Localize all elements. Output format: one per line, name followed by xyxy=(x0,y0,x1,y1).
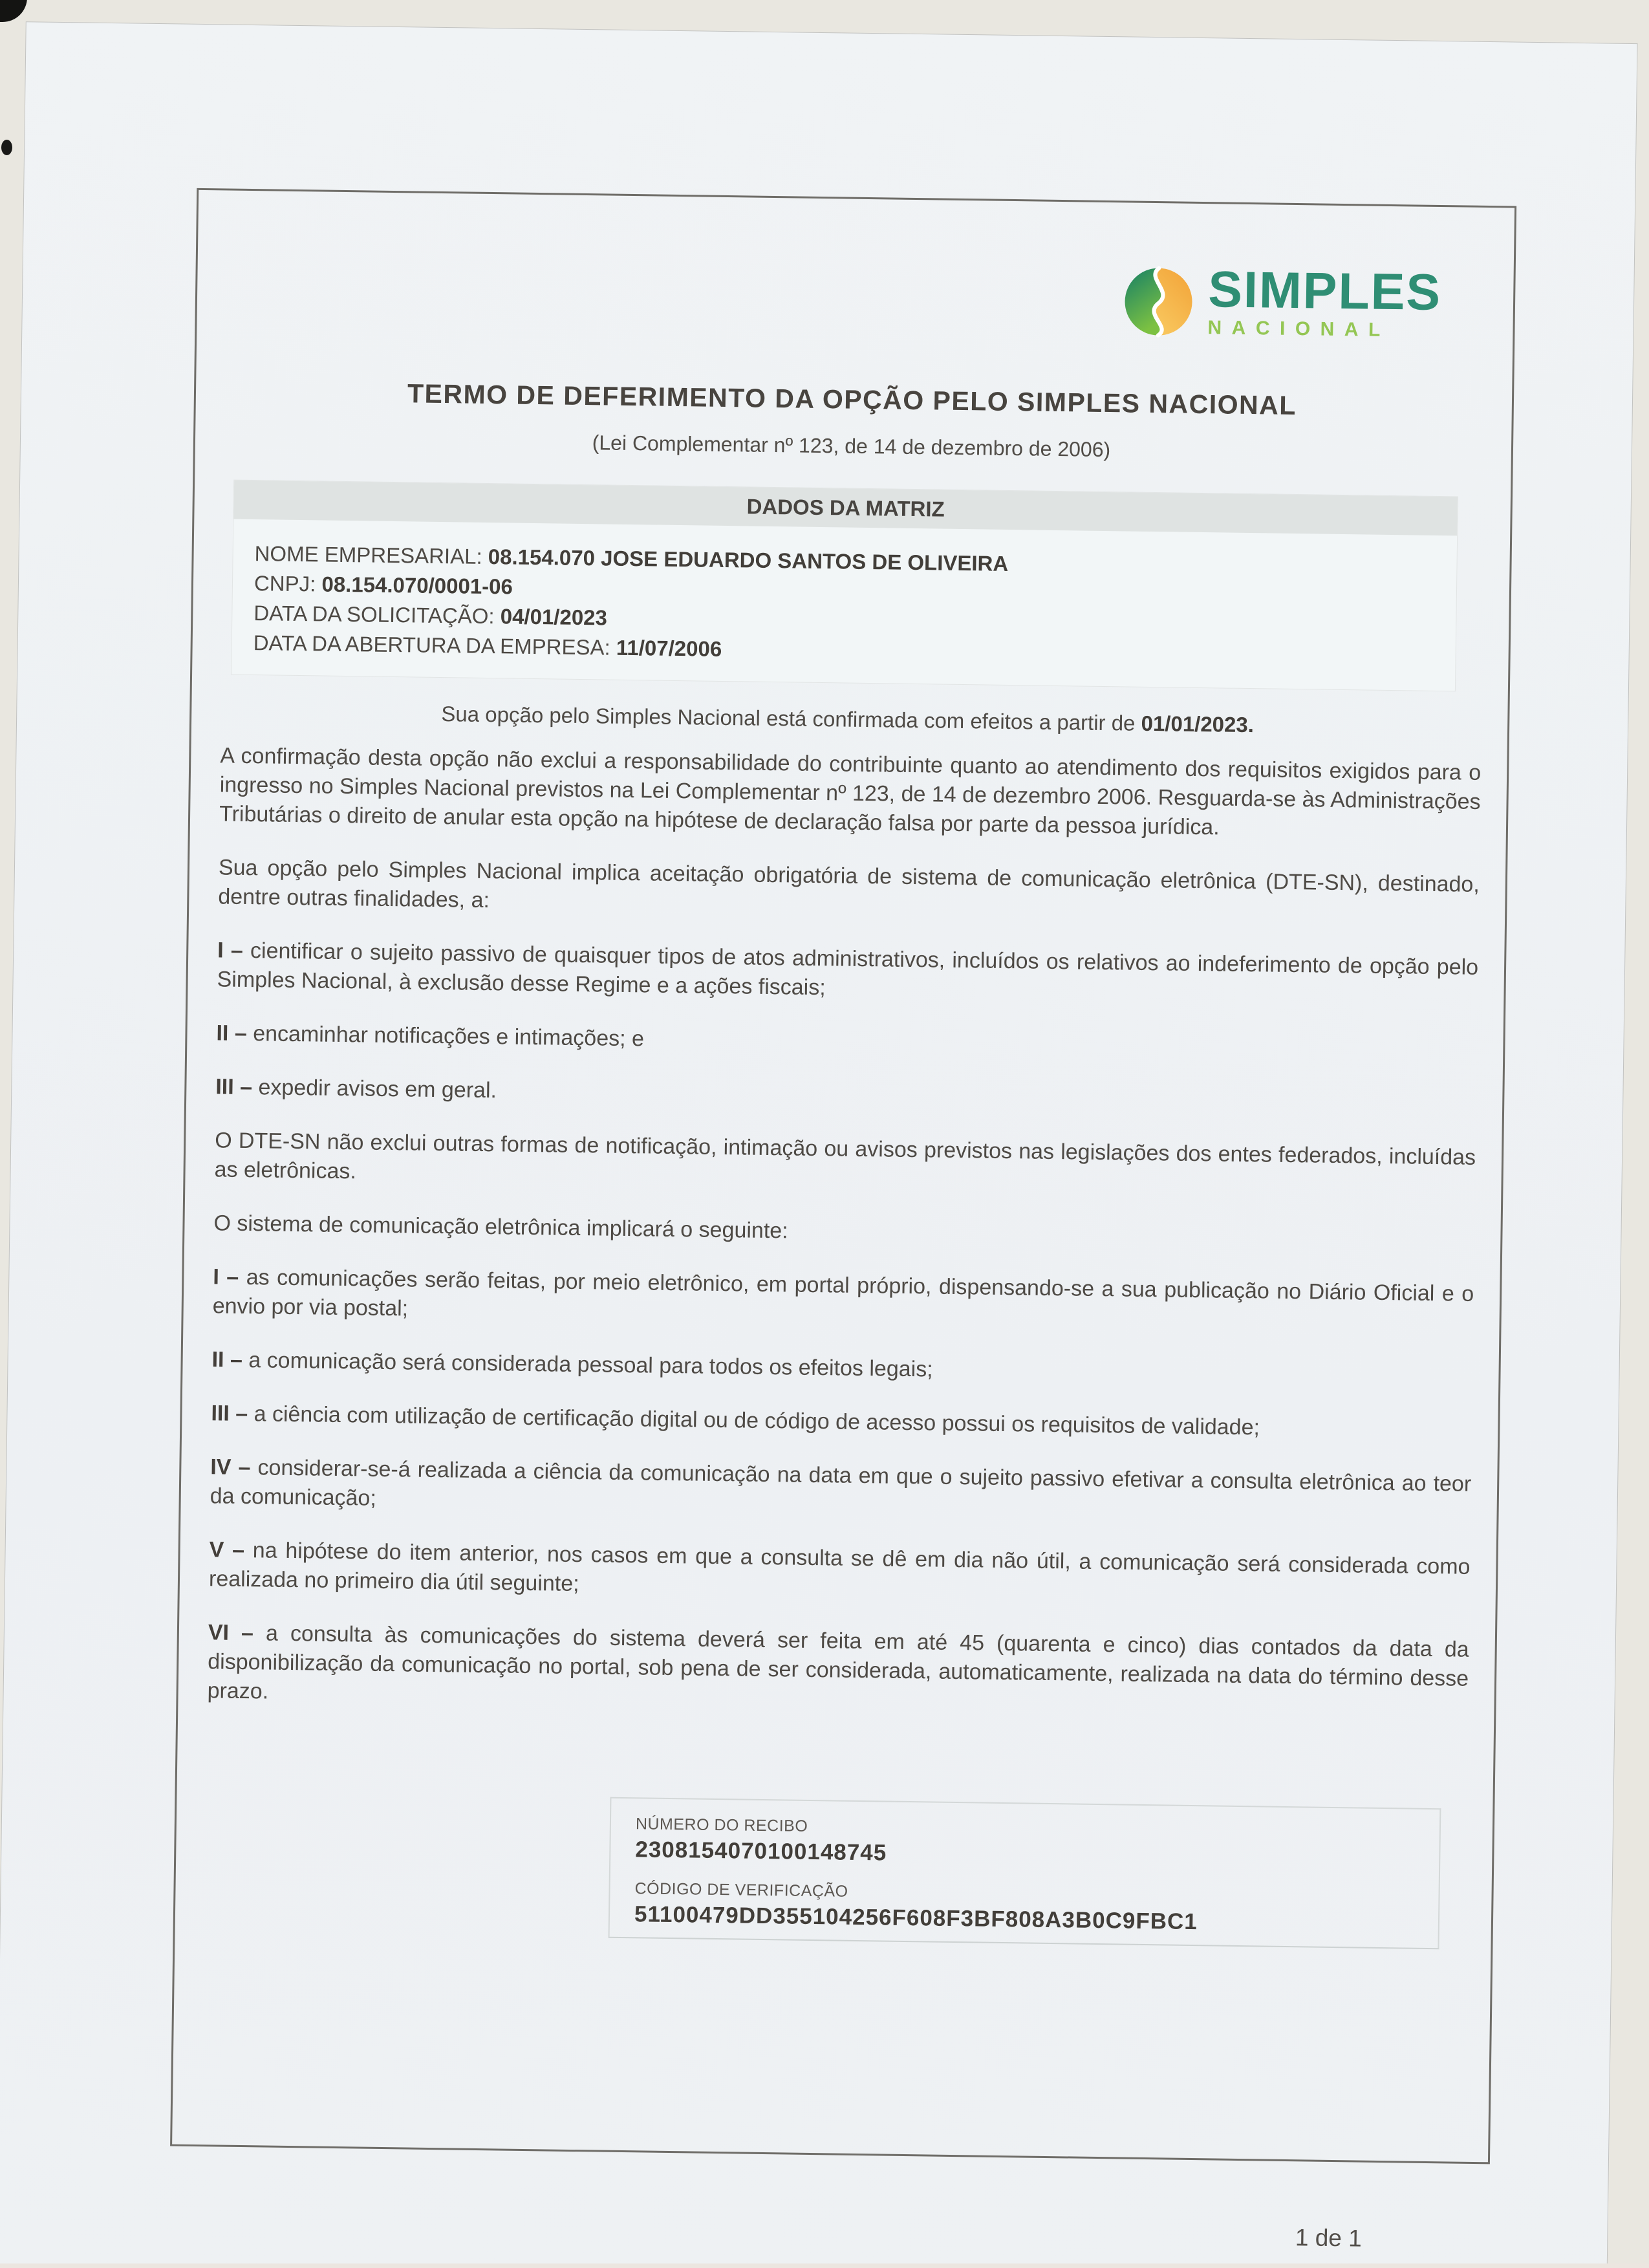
paragraph-text: cientificar o sujeito passivo de quaisquer tipos de atos administrativos, incluídos os relativos ao indeferimento de opção pelo Simples Nacional, à exclusão desse Regime e a ações fiscais; xyxy=(217,938,1479,1000)
field-value: 11/07/2006 xyxy=(616,635,722,661)
item-numeral: III – xyxy=(211,1401,254,1427)
body-paragraph xyxy=(219,741,1482,846)
body-paragraph-item-3 xyxy=(211,1399,1472,1445)
verification-code-label: CÓDIGO DE VERIFICAÇÃO xyxy=(634,1879,848,1901)
body-paragraph-item-3 xyxy=(215,1072,1476,1119)
paragraph-text: considerar-se-á realizada a ciência da comunicação na data em que o sujeito passivo efetivar a consulta eletrônica ao teor da comunicação; xyxy=(210,1455,1472,1511)
item-numeral: II – xyxy=(216,1021,253,1046)
paragraph-text: a comunicação será considerada pessoal para todos os efeitos legais; xyxy=(248,1348,933,1382)
field-value: 04/01/2023 xyxy=(500,604,608,630)
body-paragraph-item-1 xyxy=(217,936,1478,1011)
scan-artifact-bottom-strip xyxy=(0,2263,1649,2268)
body-paragraph xyxy=(214,1126,1476,1202)
brand-name: SIMPLES xyxy=(1207,260,1442,321)
body-paragraph-item-1 xyxy=(212,1262,1474,1338)
item-numeral: V – xyxy=(209,1537,253,1563)
receipt-number-value: 2308154070100148745 xyxy=(635,1836,887,1866)
field-label: DATA DA SOLICITAÇÃO: xyxy=(253,601,495,629)
scan-artifact-dot xyxy=(1,140,12,155)
matriz-section xyxy=(231,480,1458,692)
confirmation-date: 01/01/2023. xyxy=(1141,711,1255,737)
paragraph-text: O DTE-SN não exclui outras formas de notificação, intimação ou avisos previstos nas legislações dos entes federados, incluídas as eletrônicas. xyxy=(214,1128,1476,1184)
brand-subname: NACIONAL xyxy=(1207,317,1391,341)
simples-nacional-logo xyxy=(1121,262,1446,389)
body-paragraph-item-2 xyxy=(211,1345,1472,1392)
body-paragraph-item-4 xyxy=(210,1453,1471,1528)
matriz-section-title: DADOS DA MATRIZ xyxy=(233,481,1458,536)
confirmation-text: Sua opção pelo Simples Nacional está confirmada com efeitos a partir de xyxy=(441,702,1136,735)
body-paragraph xyxy=(218,853,1480,929)
sheet-content xyxy=(0,22,1637,2268)
paragraph-text: a consulta às comunicações do sistema deverá ser feita em até 45 (quarenta e cinco) dias contados da data da disponibilização da comunicação no portal, sob pena de ser considerada, automaticamente, realizada na data do término desse prazo. xyxy=(207,1621,1469,1704)
item-numeral: I – xyxy=(217,938,251,964)
verification-code-value: 51100479DD355104256F608F3BF808A3B0C9FBC1 xyxy=(634,1901,1198,1934)
paragraph-text: Sua opção pelo Simples Nacional implica aceitação obrigatória de sistema de comunicação eletrônica (DTE-SN), destinado, dentre outras finalidades, a: xyxy=(218,855,1480,913)
paragraph-text: a ciência com utilização de certificação digital ou de código de acesso possui os requisitos de validade; xyxy=(253,1401,1260,1440)
paragraph-text: encaminhar notificações e intimações; e xyxy=(252,1021,645,1052)
document-title: TERMO DE DEFERIMENTO DA OPÇÃO PELO SIMPLES NACIONAL xyxy=(407,378,1297,420)
page-number: 1 de 1 xyxy=(1295,2224,1363,2252)
item-numeral: I – xyxy=(213,1264,247,1290)
document-subtitle: (Lei Complementar nº 123, de 14 de dezembro de 2006) xyxy=(592,431,1111,462)
item-numeral: II – xyxy=(211,1347,249,1373)
receipt-section xyxy=(609,1797,1441,1949)
item-numeral: IV – xyxy=(210,1454,258,1480)
item-numeral: III – xyxy=(215,1074,259,1100)
field-label: DATA DA ABERTURA DA EMPRESA: xyxy=(253,631,610,660)
paragraph-text: A confirmação desta opção não exclui a responsabilidade do contribuinte quanto ao atendimento dos requisitos exigidos para o ingresso no Simples Nacional previstos na Lei Complementar nº 123, de 14 de dezembro 2006. Resguarda-se às Administrações Tributárias o direito de anular esta opção na hipótese de declaração falsa por parte da pessoa jurídica. xyxy=(219,743,1482,840)
field-label: CNPJ: xyxy=(253,571,316,596)
field-value: 08.154.070 JOSE EDUARDO SANTOS DE OLIVEIRA xyxy=(488,545,1009,576)
matriz-fields xyxy=(232,519,1457,675)
body-paragraph-item-2 xyxy=(216,1019,1477,1065)
paragraph-text: O sistema de comunicação eletrônica implicará o seguinte: xyxy=(213,1211,788,1244)
paragraph-text: na hipótese do item anterior, nos casos em que a consulta se dê em dia não útil, a comunicação será considerada como realizada no primeiro dia útil seguinte; xyxy=(208,1538,1471,1597)
receipt-number-label: NÚMERO DO RECIBO xyxy=(635,1815,808,1835)
paper-sheet xyxy=(0,21,1638,2268)
paragraph-text: as comunicações serão feitas, por meio eletrônico, em portal próprio, dispensando-se a sua publicação no Diário Oficial e o envio por via postal; xyxy=(212,1265,1474,1321)
body-paragraph-item-6 xyxy=(207,1618,1469,1723)
body-paragraph-item-5 xyxy=(209,1535,1471,1611)
document-body xyxy=(207,741,1482,1747)
field-value: 08.154.070/0001-06 xyxy=(321,572,513,599)
simples-logo-icon xyxy=(1121,265,1196,339)
paragraph-text: expedir avisos em geral. xyxy=(258,1075,497,1103)
field-label: NOME EMPRESARIAL: xyxy=(254,541,482,568)
body-paragraph xyxy=(213,1209,1474,1255)
item-numeral: VI – xyxy=(208,1620,266,1646)
logo-wordmark xyxy=(1207,260,1442,341)
scan-artifact-corner xyxy=(0,0,27,22)
